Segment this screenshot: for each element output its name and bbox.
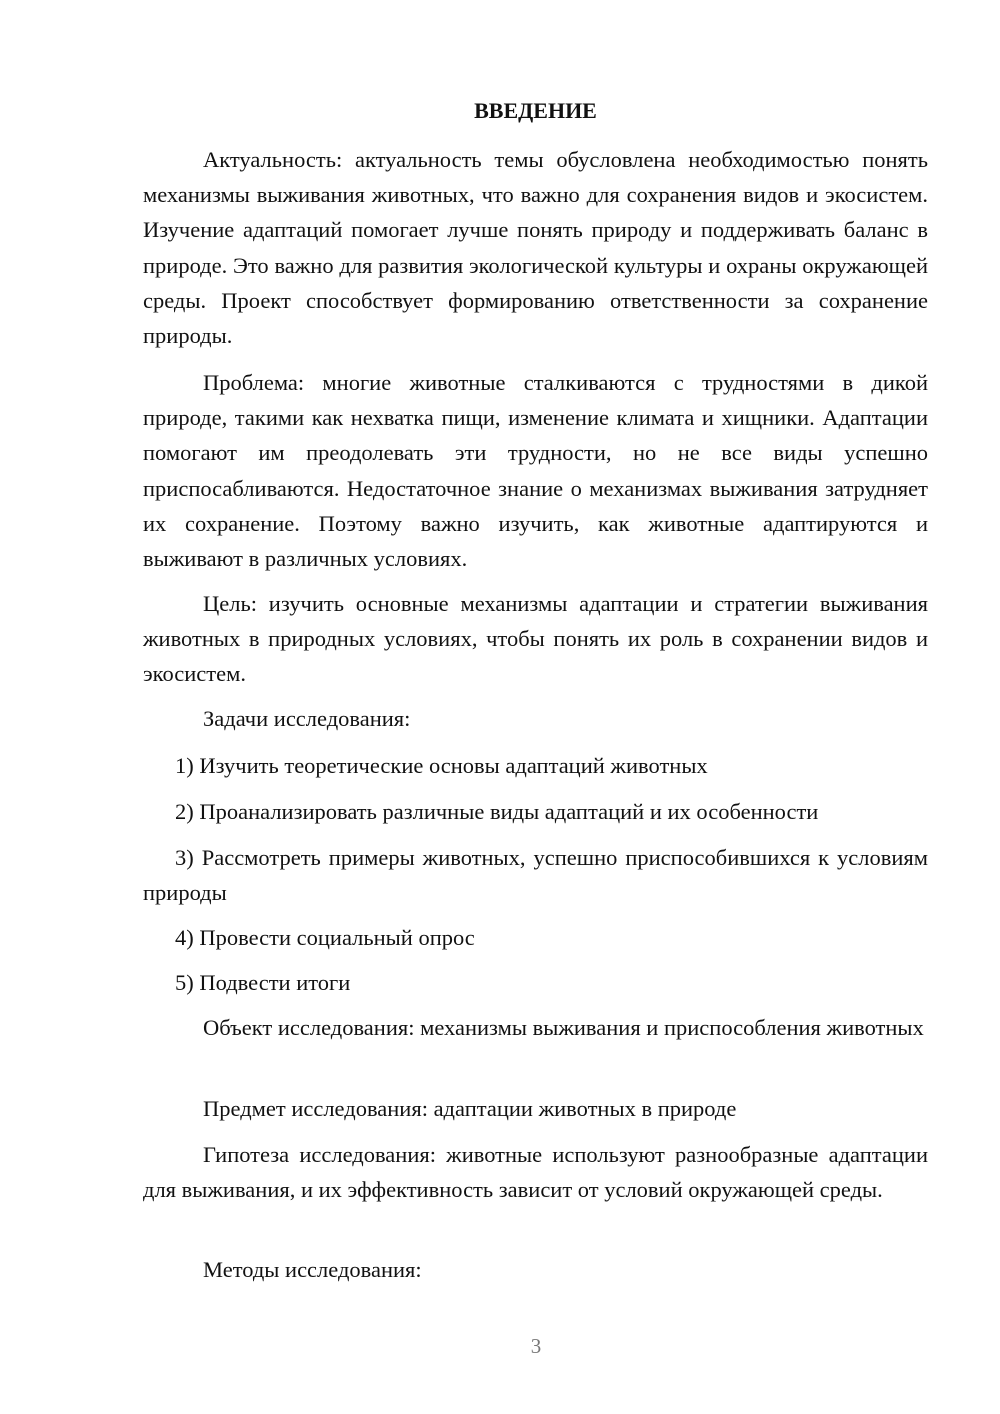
task-item: 2) Проанализировать различные виды адаптаций и их особенности xyxy=(175,799,819,824)
paragraph-research-object: Объект исследования: механизмы выживания и приспособления животных xyxy=(203,1015,924,1040)
task-item: 5) Подвести итоги xyxy=(175,970,351,995)
task-item: 3) Рассмотреть примеры животных, успешно приспособившихся к условиям природы xyxy=(143,845,928,906)
task-item: 1) Изучить теоретические основы адаптаций животных xyxy=(175,753,708,778)
paragraph-tasks-heading: Задачи исследования: xyxy=(203,706,411,731)
paragraph-research-subject: Предмет исследования: адаптации животных в природе xyxy=(203,1096,737,1121)
task-item: 4) Провести социальный опрос xyxy=(175,925,475,950)
paragraph-problem: Проблема: многие животные сталкиваются с трудностями в дикой природе, такими как нехватка пищи, изменение климата и хищники. Адаптации помогают им преодолевать эти трудности, но не все виды успешно приспосабливаются. Недостаточное знание о механизмах выживания затрудняет их сохранение. Поэтому важно изучить, как животные адаптируются и выживают в различных условиях. xyxy=(143,370,928,572)
page-title: ВВЕДЕНИЕ xyxy=(474,98,597,123)
page-number: 3 xyxy=(530,1334,542,1358)
paragraph-relevance: Актуальность: актуальность темы обусловлена необходимостью понять механизмы выживания животных, что важно для сохранения видов и экосистем. Изучение адаптаций помогает лучше понять природу и поддерживать баланс в природе. Это важно для развития экологической культуры и охраны окружающей среды. Проект способствует формированию ответственности за сохранение природы. xyxy=(143,147,928,349)
paragraph-goal: Цель: изучить основные механизмы адаптации и стратегии выживания животных в природных условиях, чтобы понять их роль в сохранении видов и экосистем. xyxy=(143,591,928,687)
paragraph-research-methods: Методы исследования: xyxy=(203,1257,422,1282)
paragraph-research-hypothesis: Гипотеза исследования: животные используют разнообразные адаптации для выживания, и их эффективность зависит от условий окружающей среды. xyxy=(143,1142,928,1203)
